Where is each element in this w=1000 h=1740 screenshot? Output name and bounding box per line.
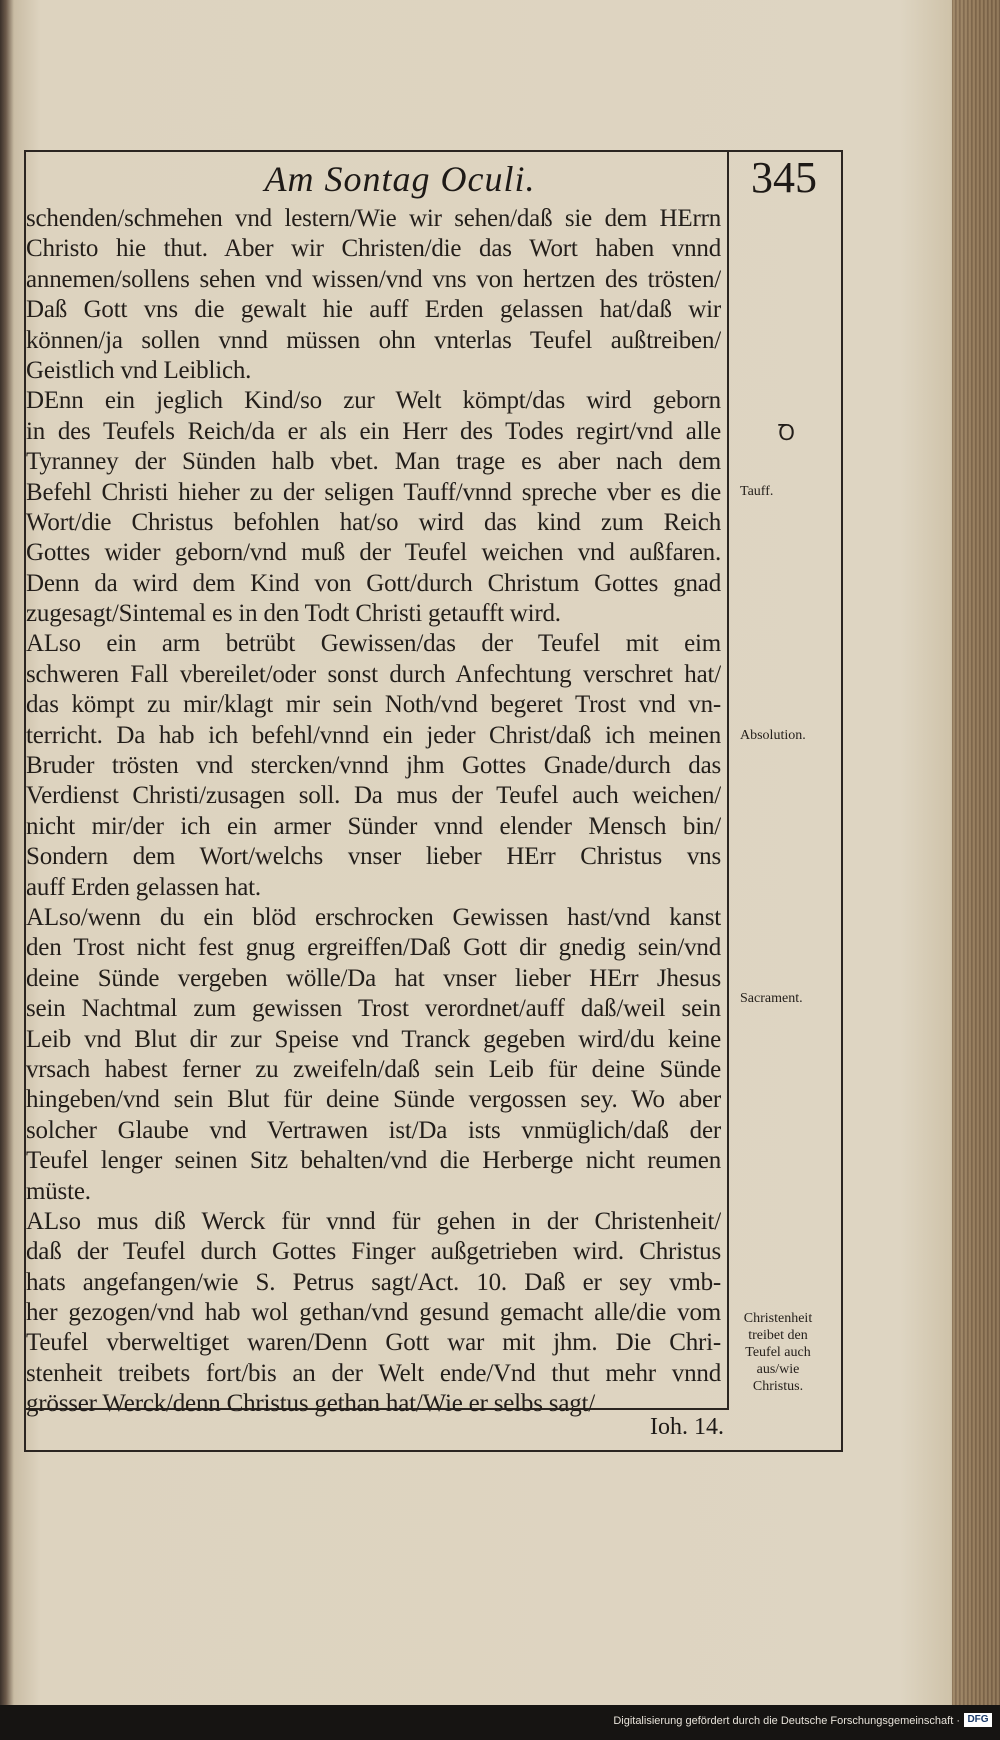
- text-line: terricht. Da hab ich befehl/vnnd ein jeder Christ/daß ich meinen: [26, 721, 721, 749]
- text-line: ALso ein arm betrübt Gewissen/das der Teufel mit eim: [26, 630, 721, 658]
- text-line: annemen/sollens sehen vnd wissen/vnd vns von hertzen des trösten/: [26, 265, 721, 293]
- text-line: her gezogen/vnd hab wol gethan/vnd gesund gemacht alle/die vom: [26, 1299, 721, 1327]
- text-line: sein Nachtmal zum gewissen Trost verordnet/auff daß/weil sein: [26, 995, 721, 1023]
- text-line: solcher Glaube vnd Vertrawen ist/Da ists vnmüglich/daß der: [26, 1116, 721, 1144]
- text-line: können/ja sollen vnnd müssen ohn vnterlas Teufel außtreiben/: [26, 326, 721, 354]
- text-line: auff Erden gelassen hat.: [26, 873, 261, 901]
- text-line: Befehl Christi hieher zu der seligen Tauff/vnnd spreche vber es die: [26, 478, 721, 506]
- text-line: schenden/schmehen vnd lestern/Wie wir sehen/daß sie dem HErrn: [26, 205, 721, 232]
- text-line: hingeben/vnd sein Blut für deine Sünde vergossen sey. Wo aber: [26, 1086, 721, 1114]
- text-line: Daß Gott vns die gewalt hie auff Erden gelassen hat/daß wir: [26, 296, 721, 324]
- text-line: Gottes wider geborn/vnd muß der Teufel weichen vnd außfaren.: [26, 539, 721, 567]
- catchword: Ioh. 14.: [650, 1414, 724, 1440]
- text-line: Christo hie thut. Aber wir Christen/die das Wort haben vnnd: [26, 235, 721, 263]
- text-line: Wort/die Christus befohlen hat/so wird das kind zum Reich: [26, 508, 721, 536]
- text-line: ALso mus diß Werck für vnnd für gehen in der Christenheit/: [26, 1207, 721, 1235]
- text-line: Sondern dem Wort/welchs vnser lieber HErr Christus vns: [26, 843, 721, 871]
- text-line: Verdienst Christi/zusagen soll. Da mus der Teufel auch weichen/: [26, 782, 721, 810]
- text-line: hats angefangen/wie S. Petrus sagt/Act. 10. Daß er sey vmb-: [26, 1268, 721, 1296]
- text-line: ALso/wenn du ein blöd erschrocken Gewissen hast/vnd kanst: [26, 903, 721, 931]
- page-edge-decoration: [952, 0, 1000, 1705]
- margin-note-absolution: Absolution.: [740, 728, 806, 743]
- text-line: deine Sünde vergeben wölle/Da hat vnser lieber HErr Jhesus: [26, 964, 721, 992]
- footer-credit: Digitalisierung gefördert durch die Deutsche Forschungsgemeinschaft ·: [613, 1715, 960, 1727]
- dfg-logo: DFG: [964, 1713, 992, 1727]
- text-line: stenheit treibets fort/bis an der Welt ende/Vnd thut mehr vnnd: [26, 1359, 721, 1387]
- text-line: den Trost nicht fest gnug ergreiffen/Daß Gott dir gnedig sein/vnd: [26, 934, 721, 962]
- text-line: müste.: [26, 1177, 91, 1205]
- text-line: DEnn ein jeglich Kind/so zur Welt kömpt/das wird geborn: [26, 387, 721, 415]
- text-line: Tyranney der Sünden halb vbet. Man trage es aber nach dem: [26, 448, 721, 476]
- text-line: vrsach habest ferner zu zweifeln/daß sein Leib für deine Sünde: [26, 1055, 721, 1083]
- text-line: schweren Fall vbereilet/oder sonst durch Anfechtung verschret hat/: [26, 660, 721, 688]
- text-line: Leib vnd Blut dir zur Speise vnd Tranck gegeben wird/du keine: [26, 1025, 721, 1053]
- margin-note-sacrament: Sacrament.: [740, 991, 803, 1006]
- text-line: zugesagt/Sintemal es in den Todt Christi getaufft wird.: [26, 600, 561, 628]
- text-line: in des Teufels Reich/da er als ein Herr des Todes regirt/vnd alle: [26, 417, 721, 445]
- margin-rule: [727, 150, 729, 1410]
- text-line: grösser Werck/denn Christus gethan hat/Wie er selbs sagt/: [26, 1390, 596, 1418]
- text-line: Teufel lenger seinen Sitz behalten/vnd die Herberge nicht reumen: [26, 1147, 721, 1175]
- text-line: daß der Teufel durch Gottes Finger außgetrieben wird. Christus: [26, 1238, 721, 1266]
- text-line: nicht mir/der ich ein armer Sünder vnnd elender Mensch bin/: [26, 812, 721, 840]
- text-line: das kömpt zu mir/klagt mir sein Noth/vnd begeret Trost vnd vn-: [26, 691, 721, 719]
- body-text: [26, 204, 721, 1420]
- margin-note-tauff: Tauff.: [740, 484, 774, 499]
- margin-mark: Ꝺ: [778, 420, 796, 445]
- text-line: Denn da wird dem Kind von Gott/durch Christum Gottes gnad: [26, 569, 721, 597]
- text-line: Bruder trösten vnd stercken/vnnd jhm Gottes Gnade/durch das: [26, 752, 721, 780]
- margin-note-christenheit: Christenheit treibet den Teufel auch aus/wie Christus.: [743, 1311, 813, 1394]
- text-line: Teufel vberweltiget waren/Denn Gott war mit jhm. Die Chri-: [26, 1329, 721, 1357]
- running-title: Am Sontag Oculi.: [264, 159, 536, 199]
- page-number: 345: [751, 153, 817, 202]
- text-line: Geistlich vnd Leiblich.: [26, 356, 252, 384]
